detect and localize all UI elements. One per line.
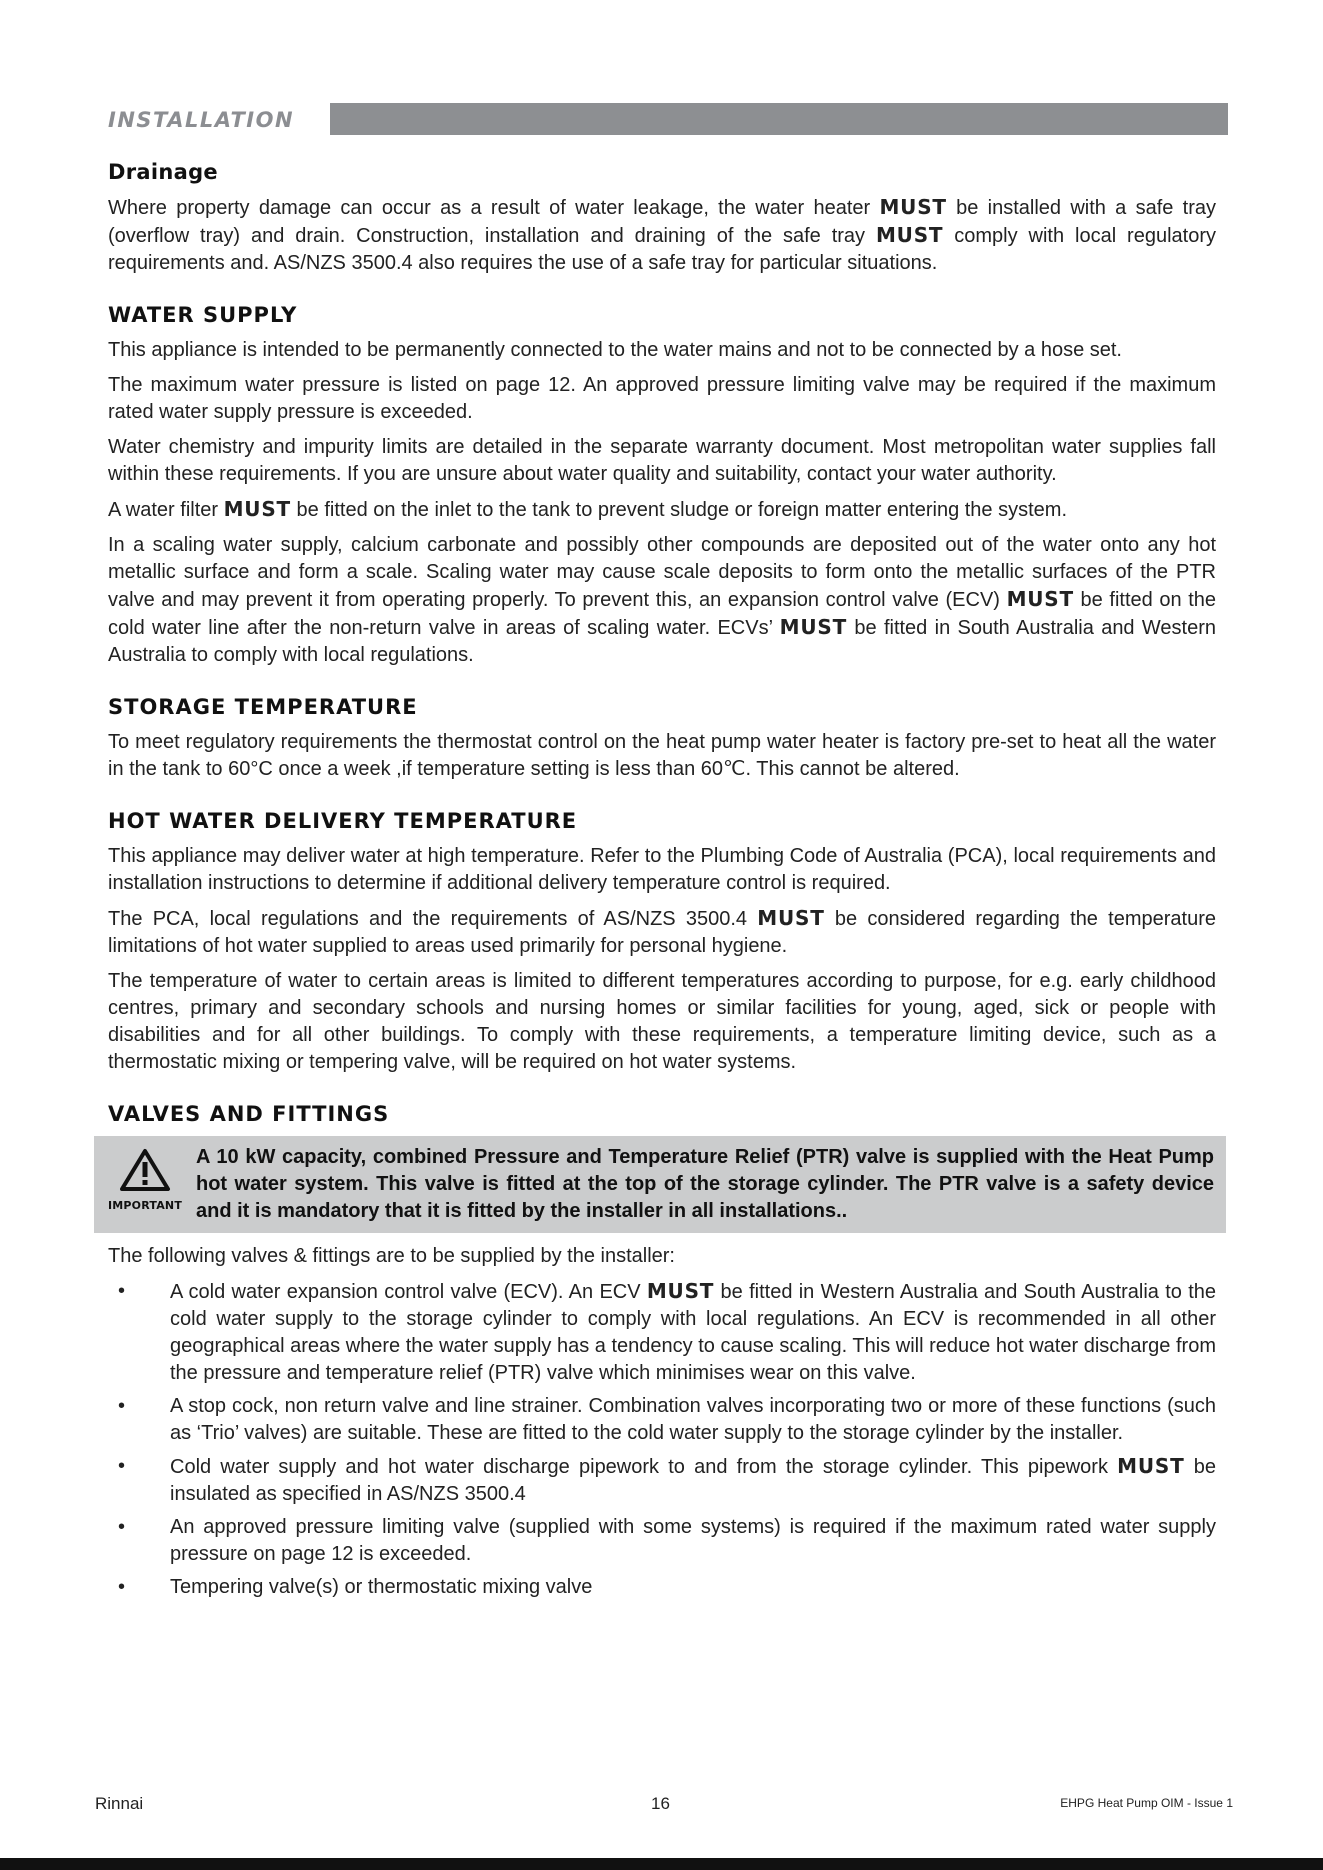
must-emphasis: MUST: [757, 906, 825, 930]
page-footer: [95, 1794, 1233, 1818]
must-emphasis: MUST: [1117, 1454, 1185, 1478]
fittings-intro: The following valves & fittings are to be supplied by the installer:: [108, 1245, 675, 1267]
footer-page-number: 16: [651, 1794, 670, 1813]
must-emphasis: MUST: [646, 1279, 715, 1303]
list-item: • Tempering valve(s) or thermostatic mixing valve: [108, 1574, 1216, 1601]
section-header-label: INSTALLATION: [108, 108, 295, 132]
valves-fittings-section: [108, 1102, 1216, 1601]
storage-temperature-section: [108, 695, 1216, 783]
section-header-bar: [330, 103, 1228, 135]
hot-water-delivery-section: [108, 809, 1216, 1076]
important-notice: [94, 1136, 1226, 1233]
fittings-list: [108, 1278, 1216, 1601]
footer-document-id: EHPG Heat Pump OIM - Issue 1: [1060, 1796, 1233, 1810]
hot-water-delivery-heading: HOT WATER DELIVERY TEMPERATURE: [108, 809, 578, 833]
bottom-edge-bar: [0, 1858, 1323, 1870]
water-supply-section: [108, 303, 1216, 669]
drainage-section: [108, 160, 1216, 277]
footer-brand: Rinnai: [95, 1794, 144, 1813]
section-header: [78, 103, 1228, 136]
water-supply-heading: WATER SUPPLY: [108, 303, 298, 327]
water-supply-paragraph-1: This appliance is intended to be permanently connected to the water mains and not to be connected by a hose set.: [108, 339, 1122, 361]
water-supply-paragraph-2: The maximum water pressure is listed on page 12. An approved pressure limiting valve may be required if the maximum rated water supply pressure is exceeded.: [108, 374, 1216, 423]
hot-water-paragraph-1: This appliance may deliver water at high temperature. Refer to the Plumbing Code of Australia (PCA), local requirements and installation instructions to determine if additional delivery temperature control is required.: [108, 845, 1216, 894]
bullet: •: [118, 1455, 126, 1477]
hot-water-paragraph-3: The temperature of water to certain areas is limited to different temperatures according to purpose, for e.g. early childhood centres, primary and secondary schools and nursing homes or similar facilities for young, aged, sick or people with disabilities and for all other buildings. To comply with these requirements, a temperature limiting device, such as a thermostatic mixing or tempering valve, will be required on hot water systems.: [108, 970, 1216, 1073]
water-supply-paragraph-5: In a scaling water supply, calcium carbonate and possibly other compounds are deposited out of the water onto any hot metallic surface and form a scale. Scaling water may cause scale deposits to form onto the metallic surfaces of the PTR valve and may prevent it from operating properly. To prevent this, an expansion control valve (ECV) MUST be fitted on the cold water line after the non-return valve in areas of scaling water. ECVs’ MUST be fitted in South Australia and Western Australia to comply with local regulations.: [108, 534, 1216, 666]
drainage-paragraph: Where property damage can occur as a result of water leakage, the water heater MUST be installed with a safe tray (overflow tray) and drain. Construction, installation and draining of the safe tray MUST comply with local regulatory requirements and. AS/NZS 3500.4 also requires the use of a safe tray for particular situations.: [108, 195, 1216, 274]
list-item: • A stop cock, non return valve and line strainer. Combination valves incorporating two or more of these functions (such as ‘Trio’ valves) are suitable. These are fitted to the cold water supply to the storage cylinder by the installer.: [118, 1395, 1216, 1444]
warning-triangle-icon: [119, 1148, 171, 1192]
storage-temperature-heading: STORAGE TEMPERATURE: [108, 695, 418, 719]
page-content: [108, 160, 1216, 1607]
must-emphasis: MUST: [1006, 587, 1074, 611]
list-item: • Cold water supply and hot water discharge pipework to and from the storage cylinder. This pipework MUST be insulated as specified in AS/NZS 3500.4: [118, 1454, 1217, 1505]
drainage-heading: Drainage: [108, 160, 218, 184]
important-icon-block: [102, 1148, 188, 1212]
storage-temperature-paragraph: To meet regulatory requirements the thermostat control on the heat pump water heater is factory pre-set to heat all the water in the tank to 60°C once a week ,if temperature setting is less than 60℃. This cannot be altered.: [108, 731, 1216, 780]
bullet: •: [118, 1516, 126, 1538]
valves-fittings-heading: VALVES AND FITTINGS: [108, 1102, 390, 1126]
important-label: IMPORTANT: [107, 1199, 183, 1212]
must-emphasis: MUST: [879, 195, 947, 219]
important-text: A 10 kW capacity, combined Pressure and Temperature Relief (PTR) valve is supplied with the Heat Pump hot water system. This valve is fitted at the top of the storage cylinder. The PTR valve is a safety device and it is mandatory that it is fitted by the installer in all installations..: [196, 1146, 1214, 1222]
must-emphasis: MUST: [779, 615, 848, 639]
list-item: • A cold water expansion control valve (ECV). An ECV MUST be fitted in Western Australia and South Australia to the cold water supply to the storage cylinder to comply with local regulations. An ECV is recommended in all other geographical areas where the water supply has a tendency to cause scaling. This will reduce hot water discharge from the pressure and temperature relief (PTR) valve which minimises wear on this valve.: [118, 1279, 1216, 1384]
list-item: • An approved pressure limiting valve (supplied with some systems) is required if the maximum rated water supply pressure on page 12 is exceeded.: [118, 1516, 1216, 1565]
must-emphasis: MUST: [223, 497, 291, 521]
hot-water-paragraph-2: The PCA, local regulations and the requirements of AS/NZS 3500.4 MUST be considered regarding the temperature limitations of hot water supplied to areas used primarily for personal hygiene.: [108, 906, 1216, 957]
bullet: •: [118, 1576, 126, 1598]
bullet: •: [118, 1395, 126, 1417]
bullet: •: [118, 1280, 126, 1302]
must-emphasis: MUST: [875, 223, 944, 247]
water-supply-paragraph-4: A water filter MUST be fitted on the inlet to the tank to prevent sludge or foreign matter entering the system.: [108, 497, 1068, 521]
water-supply-paragraph-3: Water chemistry and impurity limits are detailed in the separate warranty document. Most metropolitan water supplies fall within these requirements. If you are unsure about water quality and suitability, contact your water authority.: [108, 436, 1216, 485]
